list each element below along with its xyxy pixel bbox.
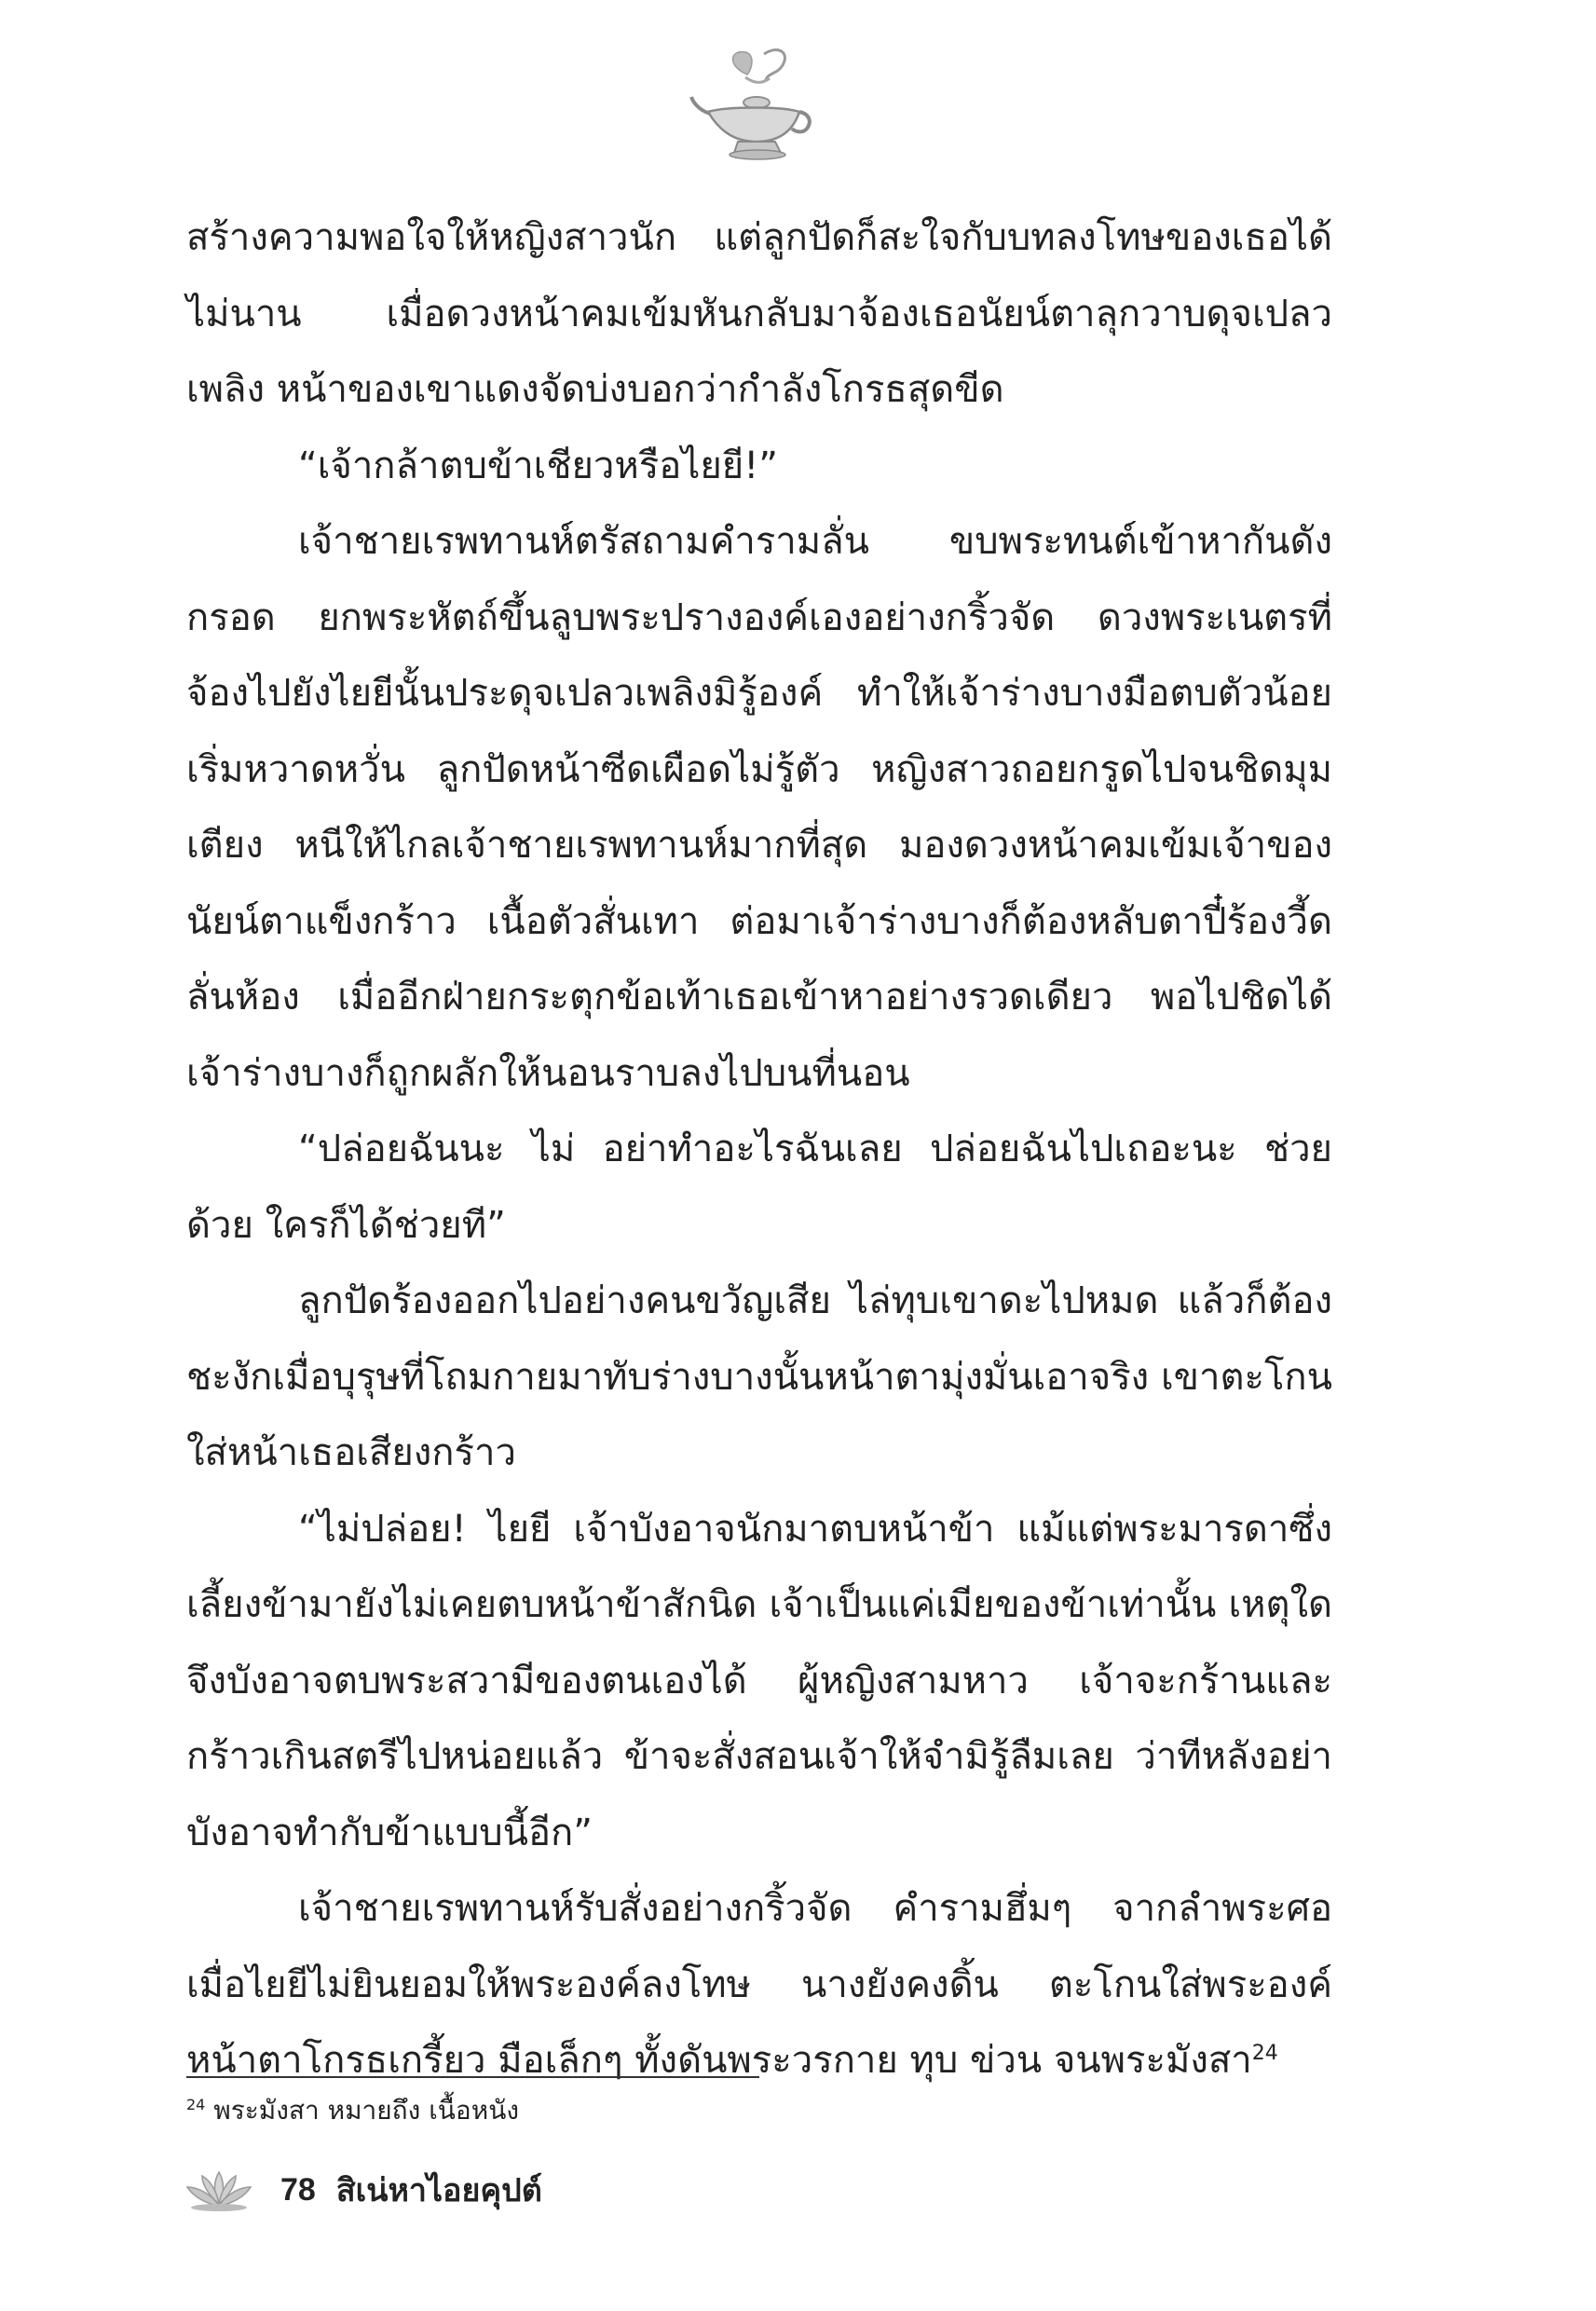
footnote-reference: 24 bbox=[1251, 2042, 1278, 2065]
book-title: สิเน่หาไอยคุปต์ bbox=[335, 2172, 542, 2209]
paragraph-with-footnote bbox=[186, 1871, 1332, 2099]
genie-lamp-icon bbox=[689, 45, 820, 166]
footnote-number: 24 bbox=[186, 2096, 206, 2113]
paragraph-text: เจ้าชายเรพทานห์รับสั่งอย่างกริ้วจัด คำรามฮึ่มๆ จากลำพระศอ เมื่อไยยีไม่ยินยอมให้พระองค์ลงโทษ นางยังคงดิ้น ตะโกนใส่พระองค์หน้าตาโกรธเกรี้ยว มือเล็กๆ ทั้งดันพระวรกาย ทุบ ข่วน จนพระมังสา bbox=[186, 1887, 1332, 2082]
page-number: 78 bbox=[280, 2171, 316, 2208]
paragraph: “ปล่อยฉันนะ ไม่ อย่าทำอะไรฉันเลย ปล่อยฉันไปเถอะนะ ช่วยด้วย ใครก็ได้ช่วยที” bbox=[186, 1128, 1332, 1247]
body-text bbox=[186, 200, 1332, 2099]
paragraph: “เจ้ากล้าตบข้าเชียวหรือไยยี!” bbox=[298, 444, 778, 487]
paragraph: เจ้าชายเรพทานห์ตรัสถามคำรามลั่น ขบพระทนต์เข้าหากันดังกรอด ยกพระหัตถ์ขึ้นลูบพระปรางองค์เองอย่างกริ้วจัด ดวงพระเนตรที่จ้องไปยังไยยีนั้นประดุจเปลวเพลิงมิรู้องค์ ทำให้เจ้าร่างบางมือตบตัวน้อยเริ่มหวาดหวั่น ลูกปัดหน้าซีดเผือดไม่รู้ตัว หญิงสาวถอยกรูดไปจนชิดมุมเตียง หนีให้ไกลเจ้าชายเรพทานห์มากที่สุด มองดวงหน้าคมเข้มเจ้าของนัยน์ตาแข็งกร้าว เนื้อตัวสั่นเทา ต่อมาเจ้าร่างบางก็ต้องหลับตาปี๋ร้องวี้ดลั่นห้อง เมื่ออีกฝ่ายกระตุกข้อเท้าเธอเข้าหาอย่างรวดเดียว พอไปชิดได้เจ้าร่างบางก็ถูกผลักให้นอนราบลงไปบนที่นอน bbox=[186, 520, 1332, 1095]
footnote bbox=[186, 2092, 519, 2129]
paragraph: “ไม่ปล่อย! ไยยี เจ้าบังอาจนักมาตบหน้าข้า แม้แต่พระมารดาซึ่งเลี้ยงข้ามายังไม่เคยตบหน้าข้าสักนิด เจ้าเป็นแค่เมียของข้าเท่านั้น เหตุใดจึงบังอาจตบพระสวามีของตนเองได้ ผู้หญิงสามหาว เจ้าจะกร้านและกร้าวเกินสตรีไปหน่อยแล้ว ข้าจะสั่งสอนเจ้าให้จำมิรู้ลืมเลย ว่าทีหลังอย่าบังอาจทำกับข้าแบบนี้อีก” bbox=[186, 1507, 1332, 1854]
footnote-text: พระมังสา หมายถึง เนื้อหนัง bbox=[213, 2095, 520, 2126]
paragraph: ลูกปัดร้องออกไปอย่างคนขวัญเสีย ไล่ทุบเขาดะไปหมด แล้วก็ต้องชะงักเมื่อบุรุษที่โถมกายมาทับร่างบางนั้นหน้าตามุ่งมั่นเอาจริง เขาตะโกนใส่หน้าเธอเสียงกร้าว bbox=[186, 1279, 1332, 1474]
lotus-icon bbox=[182, 2167, 256, 2213]
footnote-divider bbox=[186, 2076, 759, 2078]
paragraph: สร้างความพอใจให้หญิงสาวนัก แต่ลูกปัดก็สะใจกับบทลงโทษของเธอได้ไม่นาน เมื่อดวงหน้าคมเข้มหันกลับมาจ้องเธอนัยน์ตาลุกวาบดุจเปลวเพลิง หน้าของเขาแดงจัดบ่งบอกว่ากำลังโกรธสุดขีด bbox=[186, 216, 1332, 411]
page-footer bbox=[182, 2162, 542, 2218]
